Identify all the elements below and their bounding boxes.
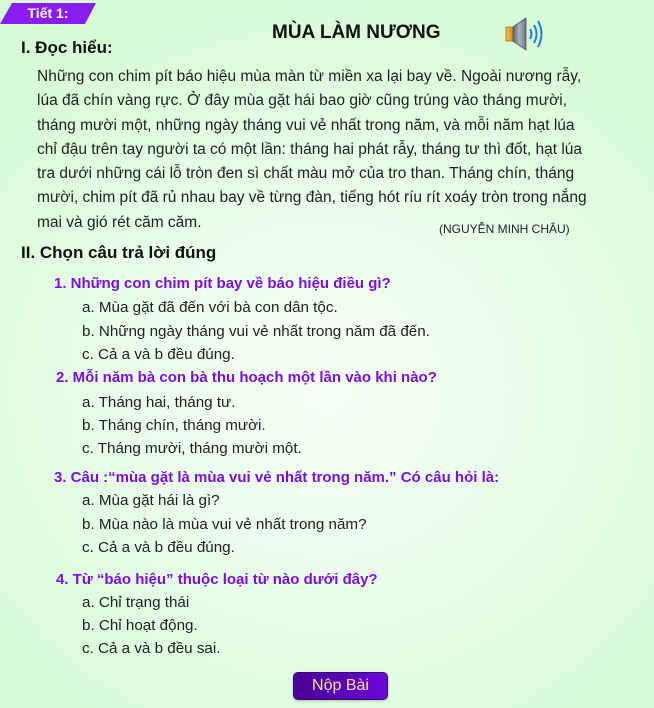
speaker-icon[interactable] (504, 16, 546, 52)
quiz-heading: II. Chọn câu trả lời đúng (21, 243, 217, 262)
question-4-option-c[interactable]: c. Cả a và b đều sai. (82, 640, 221, 657)
question-4-option-a[interactable]: a. Chỉ trạng thái (82, 594, 190, 611)
passage-line: tra dưới những cái lỗ tròn đen sì chất màu mở của tro than. Tháng chín, tháng (37, 165, 575, 183)
question-1-option-a[interactable]: a. Mùa gặt đã đến với bà con dân tộc. (82, 299, 338, 316)
question-2: 2. Mỗi năm bà con bà thu hoạch một lần vào khi nào? (56, 369, 437, 386)
question-1-option-c[interactable]: c. Cả a và b đều đúng. (82, 346, 235, 363)
question-4-option-b[interactable]: b. Chỉ hoạt động. (82, 617, 198, 634)
author-credit: (NGUYỄN MINH CHÂU) (439, 222, 570, 236)
question-3-option-b[interactable]: b. Mùa nào là mùa vui vẻ nhất trong năm? (82, 516, 367, 533)
page-title: MÙA LÀM NƯƠNG (272, 22, 441, 43)
lesson-tag (0, 3, 96, 24)
passage-line: chỉ đậu trên tay người ta có một lần: tháng hai phát rẫy, tháng tư thì đốt, hạt lúa (37, 140, 583, 158)
question-3: 3. Câu :“mùa gặt là mùa vui vẻ nhất trong năm.” Có câu hỏi là: (54, 469, 500, 486)
question-1: 1. Những con chim pít bay về báo hiệu điều gì? (54, 275, 391, 292)
question-2-option-b[interactable]: b. Tháng chín, tháng mười. (82, 417, 266, 434)
passage-line: tháng mười một, những ngày tháng vui vẻ nhất trong năm, và mỗi năm hạt lúa (37, 116, 575, 134)
question-2-option-a[interactable]: a. Tháng hai, tháng tư. (82, 394, 236, 411)
question-3-option-a[interactable]: a. Mùa gặt hái là gì? (82, 492, 220, 509)
lesson-tag-label: Tiết 1: (27, 5, 69, 21)
question-4: 4. Từ “báo hiệu” thuộc loại từ nào dưới đây? (56, 571, 378, 588)
passage-line: lúa đã chín vàng rực. Ở đây mùa gặt hái bao giờ cũng trúng vào tháng mười, (37, 92, 568, 110)
reading-passage (37, 65, 609, 235)
passage-line: mai và gió rét căm căm. (37, 213, 202, 231)
question-1-option-b[interactable]: b. Những ngày tháng vui vẻ nhất trong năm đã đến. (82, 323, 430, 340)
question-2-option-c[interactable]: c. Tháng mười, tháng mười một. (82, 440, 302, 457)
passage-line: Những con chim pít báo hiệu mùa màn từ miền xa lại bay về. Ngoài nương rẫy, (37, 68, 582, 85)
reading-heading: I. Đọc hiểu: (21, 38, 113, 57)
question-3-option-c[interactable]: c. Cả a và b đều đúng. (82, 539, 235, 556)
passage-line: mười, chim pít đã rủ nhau bay về từng đàn, tiếng hót ríu rít xoáy tròn trong nắng (37, 189, 587, 207)
submit-button[interactable]: Nộp Bài (293, 672, 388, 700)
